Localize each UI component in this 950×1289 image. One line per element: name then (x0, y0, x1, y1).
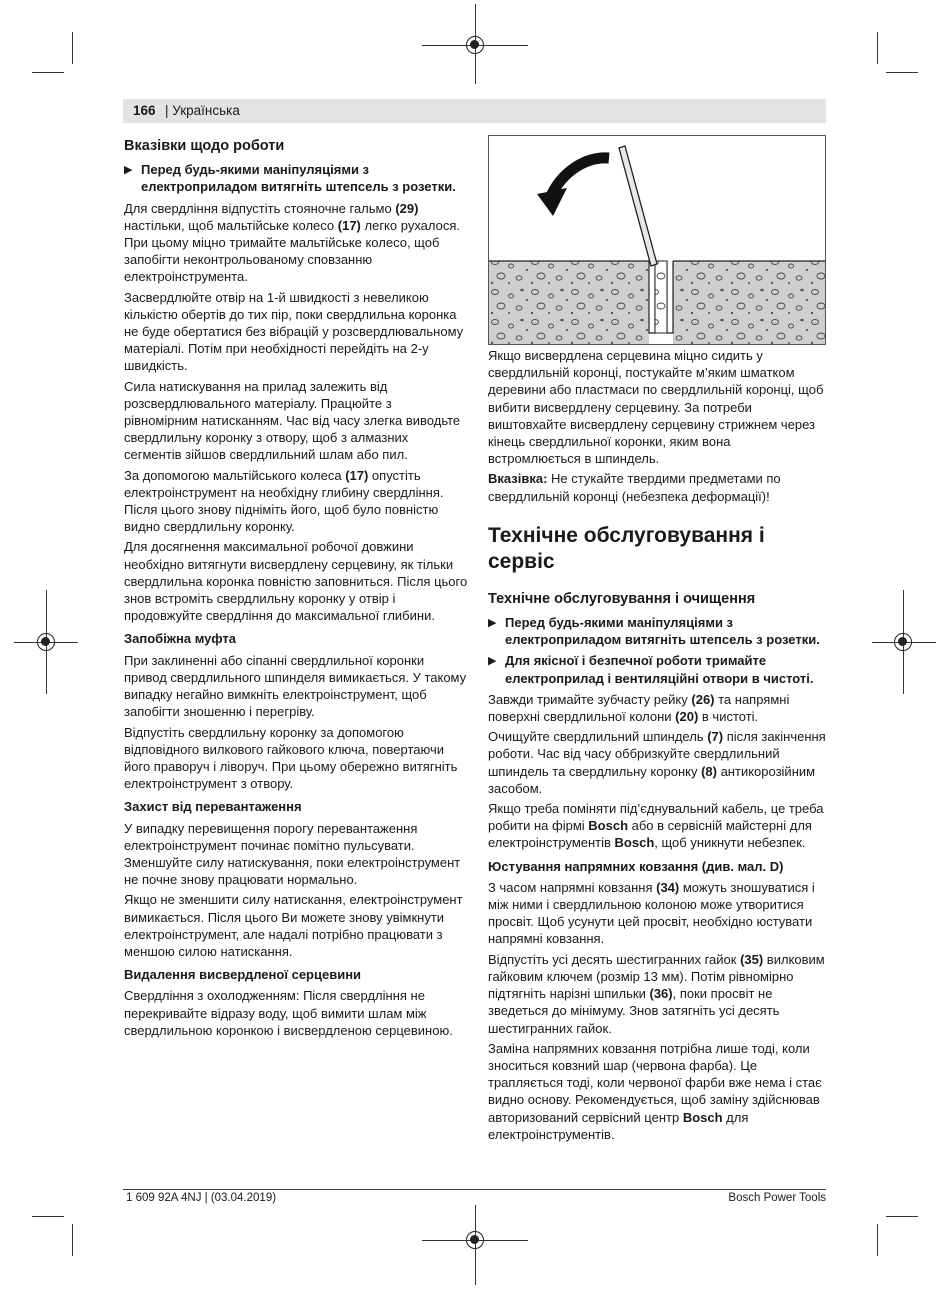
footer-divider (123, 1189, 826, 1190)
registration-mark-icon (37, 633, 55, 651)
paragraph: Очищуйте свердлильний шпиндель (7) після закінчення роботи. Час від часу оббризкуйте свердлильний шпиндель та свердлильну коронку (8) антикорозійним засобом. (488, 729, 826, 796)
paragraph: За допомогою мальтійського колеса (17) опустіть електроінструмент на необхідну глибину свердління. Після цього знову підніміть його, щоб було повністю видно свердлильну коронку. (124, 467, 444, 535)
registration-mark-icon (894, 633, 912, 651)
registration-mark-icon (466, 36, 484, 54)
crop-mark (886, 1216, 918, 1217)
right-column (488, 347, 826, 1146)
crop-mark (32, 72, 64, 73)
paragraph: Відпустіть свердлильну коронку за допомогою відповідного вилкового гайкового ключа, повертаючи його праворуч і ліворуч. При цьому обережно витягніть електроінструмент з отвору. (124, 724, 458, 792)
page-header (123, 99, 826, 123)
subsection-heading: Захист від перевантаження (124, 799, 302, 815)
section-heading: Технічне обслуговування і очищення (488, 590, 756, 607)
subsection-heading: Видалення висвердленої серцевини (124, 967, 362, 983)
crop-mark (72, 1224, 73, 1256)
paragraph: Відпустіть усі десять шестигранних гайок (35) вилковим гайковим ключем (розмір 13 мм). Потім рівномірно підтягніть нарізні шпильки (36), поки просвіт не зведеться до мінімуму. Знов затягніть усі десять шестигранних гайок. (488, 951, 825, 1036)
paragraph: У випадку перевищення порогу перевантаження електроінструмент починає помітно пульсувати. Зменшуйте силу натискування, поки електроінструмент не почне знову працювати нормально. (124, 820, 461, 888)
note-paragraph: Вказівка: Не стукайте твердими предметами по свердлильній коронці (небезпека деформації)! (488, 471, 781, 504)
page-number: 166 (133, 103, 156, 118)
core-removal-drawing (489, 136, 825, 344)
footer-brand: Bosch Power Tools (728, 1192, 826, 1204)
paragraph: З часом напрямні ковзання (34) можуть зношуватися і між ними і свердлильною колоною може утворитися просвіт. Щоб усунути цей просвіт, необхідно юстувати напрямні ковзання. (488, 879, 815, 947)
registration-mark-icon (466, 1231, 484, 1249)
paragraph: Сила натискування на прилад залежить від розсвердлювального матеріалу. Працюйте з рівномірним натисканням. Час від часу злегка виводьте свердлильну коронку з отвору, щоб з алмазних сегментів зійшов свердлильний шлам або пил. (124, 378, 461, 463)
subsection-heading: Юстування напрямних ковзання (див. мал. D) (488, 858, 784, 874)
paragraph: Завжди тримайте зубчасту рейку (26) та напрямні поверхні свердлильної колони (20) в чистоті. (488, 691, 790, 725)
paragraph: Якщо треба поміняти під’єднувальний кабель, це треба робити на фірмі Bosch або в сервісній майстерні для електроінструментів Bosch, щоб уникнути небезпек. (488, 801, 824, 851)
paragraph: Заміна напрямних ковзання потрібна лише тоді, коли зноситься ковзний шар (червона фарба). Це трапляється тоді, коли червоної фарби вже нема і стає видно основу. Рекомендується, щоб заміну здійснював авторизований сервісний центр Bosch для електроінструментів. (488, 1040, 822, 1142)
paragraph: Для свердління відпустіть стояночне гальмо (29) настільки, щоб мальтійське колесо (17) легко рухалося. При цьому міцно тримайте мальтійське колесо, щоб запобігти неконтрольованому сповзанню електроінструмента. (124, 200, 461, 285)
subsection-heading: Запобіжна муфта (124, 631, 237, 647)
crop-mark (72, 32, 73, 64)
paragraph: Для досягнення максимальної робочої довжини необхідно витягнути висвердлену серцевину, як тільки свердлильна коронка повністю заповниться. Після цього знов встроміть свердлильну коронку у отвір і продовжуйте свердління до максимальної глибини. (124, 539, 468, 624)
chapter-heading: Технічне обслуговування і сервіс (488, 523, 765, 573)
crop-mark (877, 1224, 878, 1256)
core-removal-illustration (488, 135, 826, 345)
footer-document-id: 1 609 92A 4NJ | (03.04.2019) (126, 1192, 277, 1204)
paragraph: Засвердлюйте отвір на 1-й швидкості з невеликою кількістю обертів до тих пір, поки свердлильна коронка не буде обертатися без вібрацій у розсвердлювальному матеріалі. Потім при необхідності перейдіть на 2-у швидкість. (124, 289, 464, 374)
paragraph: При заклиненні або сіпанні свердлильної коронки привод свердлильного шпинделя вимикається. У такому випадку негайно вимкніть електроінструмент, щоб запобігти зношенню і перегріву. (124, 652, 467, 720)
section-heading: Вказівки щодо роботи (124, 138, 285, 154)
left-column (124, 138, 468, 1042)
crop-mark (32, 1216, 64, 1217)
warning-bullet: ▶ Перед будь-якими маніпуляціями з електроприладом витягніть штепсель з розетки. (124, 162, 456, 195)
warning-bullet: ▶ Перед будь-якими маніпуляціями з електроприладом витягніть штепсель з розетки. (488, 615, 820, 648)
paragraph: Якщо не зменшити силу натискання, електроінструмент вимикається. Після цього Ви можете знову увімкнути електроінструмент, але надалі потрібно працювати з меншою силою натискання. (124, 892, 463, 959)
paragraph: Якщо висвердлена серцевина міцно сидить у свердлильній коронці, постукайте м’яким шматком деревини або пластмаси по свердлильній коронці, щоб вибити висвердлену серцевину. За потреби виштовхайте висвердлену серцевину стрижнем через кінець свердлильної коронки, яким вона встромлюється в шпиндель. (488, 348, 824, 467)
page-language: | Українська (165, 103, 240, 118)
paragraph: Свердління з охолодженням: Після свердління не перекривайте відразу воду, щоб вимити шлам між свердлильною коронкою і висвердленою серцевиною. (124, 988, 453, 1038)
crop-mark (877, 32, 878, 64)
crop-mark (886, 72, 918, 73)
warning-bullet: ▶ Для якісної і безпечної роботи тримайте електроприлад і вентиляційні отвори в чистоті. (488, 653, 814, 686)
